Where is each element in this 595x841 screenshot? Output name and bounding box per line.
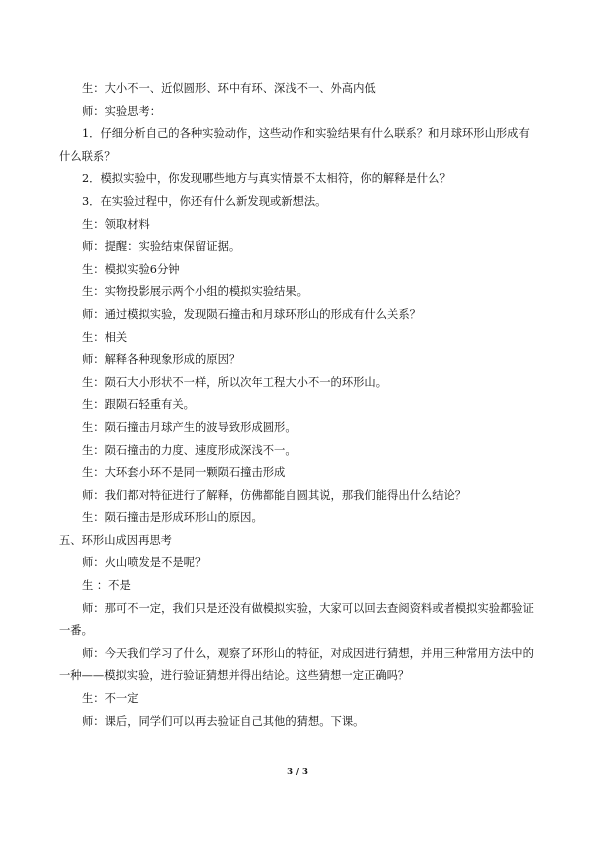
paragraph-4: 2．模拟实验中，你发现哪些地方与真实情景不太相符，你的解释是什么？ bbox=[82, 172, 451, 186]
paragraph-24: 师：今天我们学习了什么，观察了环形山的特征，对成因进行猜想，并用三种常用方法中的一种——模拟实验，进行验证猜想并得出结论。这些猜想一定正确吗？ bbox=[59, 646, 534, 683]
paragraph-14: 生：跟陨石轻重有关。 bbox=[82, 398, 195, 412]
paragraph-2: 师：实验思考： bbox=[82, 104, 162, 118]
paragraph-25: 生：不一定 bbox=[82, 692, 139, 706]
paragraph-6: 生：领取材料 bbox=[82, 217, 150, 231]
paragraph-15: 生：陨石撞击月球产生的波导致形成圆形。 bbox=[82, 420, 297, 434]
paragraph-13: 生：陨石大小形状不一样，所以次年工程大小不一的环形山。 bbox=[82, 375, 388, 389]
paragraph-23: 师：那可不一定，我们只是还没有做模拟实验，大家可以回去查阅资料或者模拟实验都验证一番。 bbox=[59, 601, 534, 638]
paragraph-7: 师：提醒：实验结束保留证据。 bbox=[82, 240, 241, 254]
paragraph-19: 生：陨石撞击是形成环形山的原因。 bbox=[82, 511, 263, 525]
paragraph-3: 1．仔细分析自己的各种实验动作，这些动作和实验结果有什么联系？和月球环形山形成有什么联系？ bbox=[59, 127, 530, 163]
paragraph-21: 师：火山喷发是不是呢？ bbox=[82, 556, 207, 570]
paragraph-11: 生：相关 bbox=[82, 330, 128, 344]
page-number: 3 / 3 bbox=[287, 767, 308, 777]
paragraph-16: 生：陨石撞击的力度、速度形成深浅不一。 bbox=[82, 443, 297, 457]
paragraph-10: 师：通过模拟实验，发现陨石撞击和月球环形山的形成有什么关系？ bbox=[82, 307, 421, 321]
paragraph-26: 师：课后，同学们可以再去验证自己其他的猜想。下课。 bbox=[82, 714, 365, 728]
section-heading: 五、环形山成因再思考 bbox=[59, 533, 172, 547]
paragraph-17: 生：大环套小环不是同一颗陨石撞击形成 bbox=[82, 466, 286, 480]
paragraph-9: 生：实物投影展示两个小组的模拟实验结果。 bbox=[82, 285, 308, 299]
paragraph-8: 生：模拟实验6分钟 bbox=[82, 262, 180, 276]
document-body bbox=[59, 78, 537, 733]
paragraph-5: 3．在实验过程中，你还有什么新发现或新想法。 bbox=[82, 194, 327, 208]
paragraph-12: 师：解释各种现象形成的原因？ bbox=[82, 353, 241, 367]
paragraph-1: 生：大小不一、近似圆形、环中有环、深浅不一、外高内低 bbox=[82, 82, 376, 95]
paragraph-22: 生 ：不是 bbox=[82, 579, 131, 593]
paragraph-18: 师：我们都对特征进行了解释，仿佛都能自圆其说，那我们能得出什么结论？ bbox=[82, 488, 467, 502]
